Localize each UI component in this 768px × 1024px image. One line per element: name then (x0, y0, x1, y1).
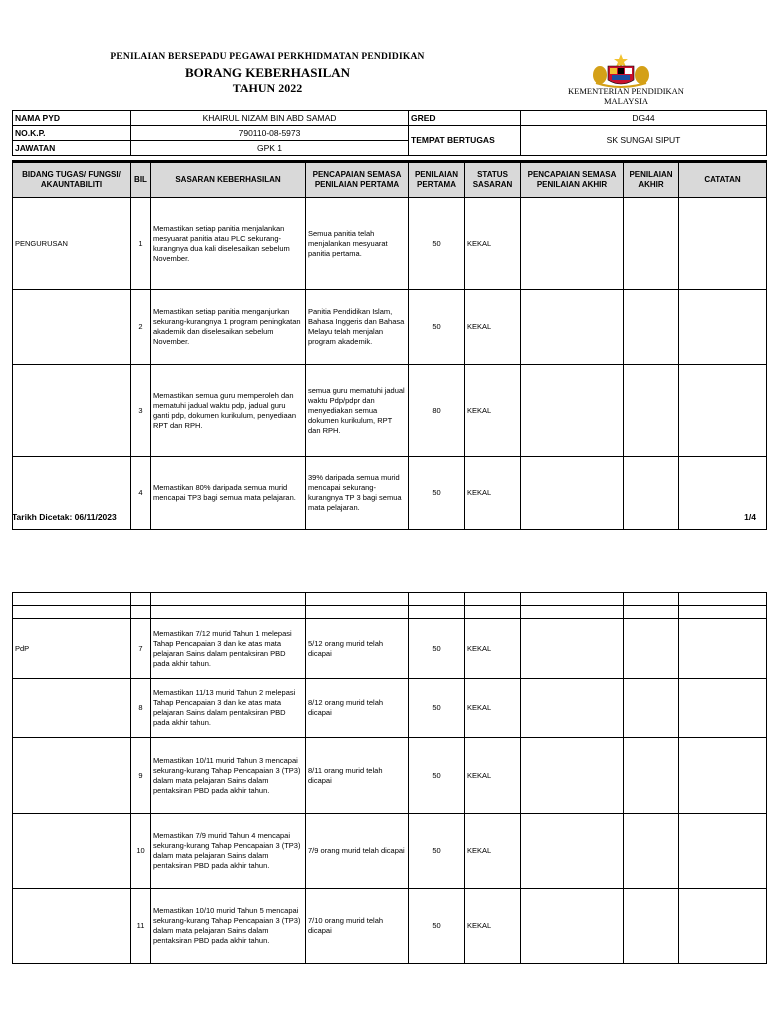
row-catatan (679, 738, 767, 814)
row-pencapaian-akhir (521, 889, 624, 964)
col-header-sasaran: SASARAN KEBERHASILAN (151, 162, 306, 198)
row-bil: 10 (131, 814, 151, 889)
table-header-row (13, 162, 767, 198)
col-header-bil: BIL (131, 162, 151, 198)
row-penilaian-akhir (624, 290, 679, 365)
row-pencapaian: 39% daripada semua murid mencapai sekurang-kurangnya TP 3 bagi semua mata pelajaran. (306, 457, 409, 530)
row-sasaran: Memastikan 7/12 murid Tahun 1 melepasi Tahap Pencapaian 3 dan ke atas mata pelajaran Sains dalam pentaksiran PBD pada akhir tahun. (151, 619, 306, 679)
row-pencapaian-akhir (521, 365, 624, 457)
blank-row (13, 606, 767, 619)
row-status: KEKAL (465, 365, 521, 457)
table-row (13, 679, 767, 738)
info-row-nokp (13, 126, 767, 141)
col-header-pencapaian-akhir: PENCAPAIAN SEMASA PENILAIAN AKHIR (521, 162, 624, 198)
row-bidang: PENGURUSAN (13, 198, 131, 290)
row-bil: 8 (131, 679, 151, 738)
row-status: KEKAL (465, 290, 521, 365)
row-bil: 2 (131, 290, 151, 365)
row-bil: 3 (131, 365, 151, 457)
results-table-page-1 (12, 160, 767, 530)
row-pencapaian-akhir (521, 457, 624, 530)
col-header-bidang: BIDANG TUGAS/ FUNGSI/ AKAUNTABILITI (13, 162, 131, 198)
blank-row (13, 593, 767, 606)
row-penilaian: 50 (409, 457, 465, 530)
jawatan-label: JAWATAN (13, 141, 131, 156)
row-status: KEKAL (465, 679, 521, 738)
ministry-label (556, 86, 696, 106)
row-pencapaian: 5/12 orang murid telah dicapai (306, 619, 409, 679)
row-bil: 7 (131, 619, 151, 679)
row-catatan (679, 814, 767, 889)
row-penilaian: 50 (409, 198, 465, 290)
form-title-borang: BORANG KEBERHASILAN (184, 65, 351, 80)
info-table (12, 110, 767, 156)
row-penilaian: 50 (409, 738, 465, 814)
row-sasaran: Memastikan 10/11 murid Tahun 3 mencapai sekurang-kurang Tahap Pencapaian 3 (TP3) dalam mata pelajaran Sains dalam pentaksiran PBD pada akhir tahun. (151, 738, 306, 814)
row-pencapaian-akhir (521, 814, 624, 889)
nama-value: KHAIRUL NIZAM BIN ABD SAMAD (131, 111, 409, 126)
row-status: KEKAL (465, 198, 521, 290)
ministry-line-2: MALAYSIA (603, 96, 649, 106)
results-table-page-2 (12, 592, 767, 964)
row-bil: 1 (131, 198, 151, 290)
form-title-year: TAHUN 2022 (232, 81, 303, 95)
row-bil: 9 (131, 738, 151, 814)
row-penilaian-akhir (624, 738, 679, 814)
nama-label: NAMA PYD (13, 111, 131, 126)
row-sasaran: Memastikan setiap panitia menjalankan mesyuarat panitia atau PLC sekurang-kurangnya dua kali diselesaikan sebelum November. (151, 198, 306, 290)
malaysia-coat-of-arms-icon (590, 53, 652, 89)
table-row (13, 619, 767, 679)
row-penilaian: 50 (409, 619, 465, 679)
row-pencapaian-akhir (521, 679, 624, 738)
nokp-label: NO.K.P. (13, 126, 131, 141)
gred-label: GRED (409, 111, 521, 126)
row-pencapaian: semua guru mematuhi jadual waktu Pdp/pdpr dan menyediakan semua dokumen kurikulum, RPT dan RPH. (306, 365, 409, 457)
row-penilaian-akhir (624, 679, 679, 738)
row-pencapaian: Semua panitia telah menjalankan mesyuarat panitia pertama. (306, 198, 409, 290)
row-catatan (679, 889, 767, 964)
tempat-value: SK SUNGAI SIPUT (521, 126, 767, 156)
table-row (13, 290, 767, 365)
row-pencapaian: 8/11 orang murid telah dicapai (306, 738, 409, 814)
row-bidang (13, 290, 131, 365)
row-penilaian-akhir (624, 457, 679, 530)
row-catatan (679, 198, 767, 290)
row-status: KEKAL (465, 619, 521, 679)
row-penilaian-akhir (624, 619, 679, 679)
row-status: KEKAL (465, 889, 521, 964)
table-row (13, 198, 767, 290)
table-row (13, 365, 767, 457)
nokp-value: 790110-08-5973 (131, 126, 409, 141)
form-title-main: PENILAIAN BERSEPADU PEGAWAI PERKHIDMATAN PENDIDIKAN (110, 52, 425, 62)
jawatan-value: GPK 1 (131, 141, 409, 156)
row-sasaran: Memastikan 80% daripada semua murid mencapai TP3 bagi semua mata pelajaran. (151, 457, 306, 530)
table-row (13, 889, 767, 964)
row-bidang (13, 365, 131, 457)
row-bidang (13, 889, 131, 964)
row-catatan (679, 365, 767, 457)
table-row (13, 457, 767, 530)
row-catatan (679, 679, 767, 738)
col-header-penilaian-pertama: PENILAIAN PERTAMA (409, 162, 465, 198)
row-bidang (13, 814, 131, 889)
print-date: Tarikh Dicetak: 06/11/2023 (12, 512, 117, 522)
row-penilaian-akhir (624, 814, 679, 889)
row-penilaian-akhir (624, 198, 679, 290)
row-penilaian-akhir (624, 889, 679, 964)
document-header (0, 50, 768, 110)
row-sasaran: Memastikan 7/9 murid Tahun 4 mencapai sekurang-kurang Tahap Pencapaian 3 (TP3) dalam mata pelajaran Sains dalam pentaksiran PBD pada akhir tahun. (151, 814, 306, 889)
table-row (13, 738, 767, 814)
col-header-status: STATUS SASARAN (465, 162, 521, 198)
gred-value: DG44 (521, 111, 767, 126)
row-bidang (13, 679, 131, 738)
row-pencapaian-akhir (521, 290, 624, 365)
row-penilaian: 50 (409, 290, 465, 365)
row-penilaian: 50 (409, 889, 465, 964)
row-status: KEKAL (465, 738, 521, 814)
row-bil: 4 (131, 457, 151, 530)
row-pencapaian-akhir (521, 738, 624, 814)
row-bidang: PdP (13, 619, 131, 679)
row-penilaian: 50 (409, 814, 465, 889)
row-pencapaian: 7/9 orang murid telah dicapai (306, 814, 409, 889)
col-header-catatan: CATATAN (679, 162, 767, 198)
row-catatan (679, 619, 767, 679)
row-status: KEKAL (465, 814, 521, 889)
ministry-line-1: KEMENTERIAN PENDIDIKAN (568, 86, 684, 96)
col-header-penilaian-akhir: PENILAIAN AKHIR (624, 162, 679, 198)
tempat-label: TEMPAT BERTUGAS (409, 126, 521, 156)
row-sasaran: Memastikan 11/13 murid Tahun 2 melepasi Tahap Pencapaian 3 dan ke atas mata pelajaran Sains dalam pentaksiran PBD pada akhir tahun. (151, 679, 306, 738)
page-number: 1/4 (744, 512, 756, 522)
row-bil: 11 (131, 889, 151, 964)
row-sasaran: Memastikan setiap panitia menganjurkan sekurang-kurangnya 1 program peningkatan akademik dan diselesaikan sebelum November. (151, 290, 306, 365)
row-bidang (13, 738, 131, 814)
row-penilaian-akhir (624, 365, 679, 457)
row-pencapaian-akhir (521, 619, 624, 679)
row-pencapaian: 8/12 orang murid telah dicapai (306, 679, 409, 738)
table-row (13, 814, 767, 889)
row-penilaian: 80 (409, 365, 465, 457)
row-pencapaian: Panitia Pendidikan Islam, Bahasa Inggeris dan Bahasa Melayu telah menjalan program akademik. (306, 290, 409, 365)
info-row-nama (13, 111, 767, 126)
row-sasaran: Memastikan semua guru memperoleh dan mematuhi jadual waktu pdp, jadual guru ganti pdp, dokumen kurikulum, penyediaan RPT dan RPH. (151, 365, 306, 457)
col-header-pencapaian-pertama: PENCAPAIAN SEMASA PENILAIAN PERTAMA (306, 162, 409, 198)
row-penilaian: 50 (409, 679, 465, 738)
row-catatan (679, 290, 767, 365)
row-status: KEKAL (465, 457, 521, 530)
row-sasaran: Memastikan 10/10 murid Tahun 5 mencapai sekurang-kurang Tahap Pencapaian 3 (TP3) dalam mata pelajaran Sains dalam pentaksiran PBD pada akhir tahun. (151, 889, 306, 964)
row-pencapaian: 7/10 orang murid telah dicapai (306, 889, 409, 964)
row-pencapaian-akhir (521, 198, 624, 290)
